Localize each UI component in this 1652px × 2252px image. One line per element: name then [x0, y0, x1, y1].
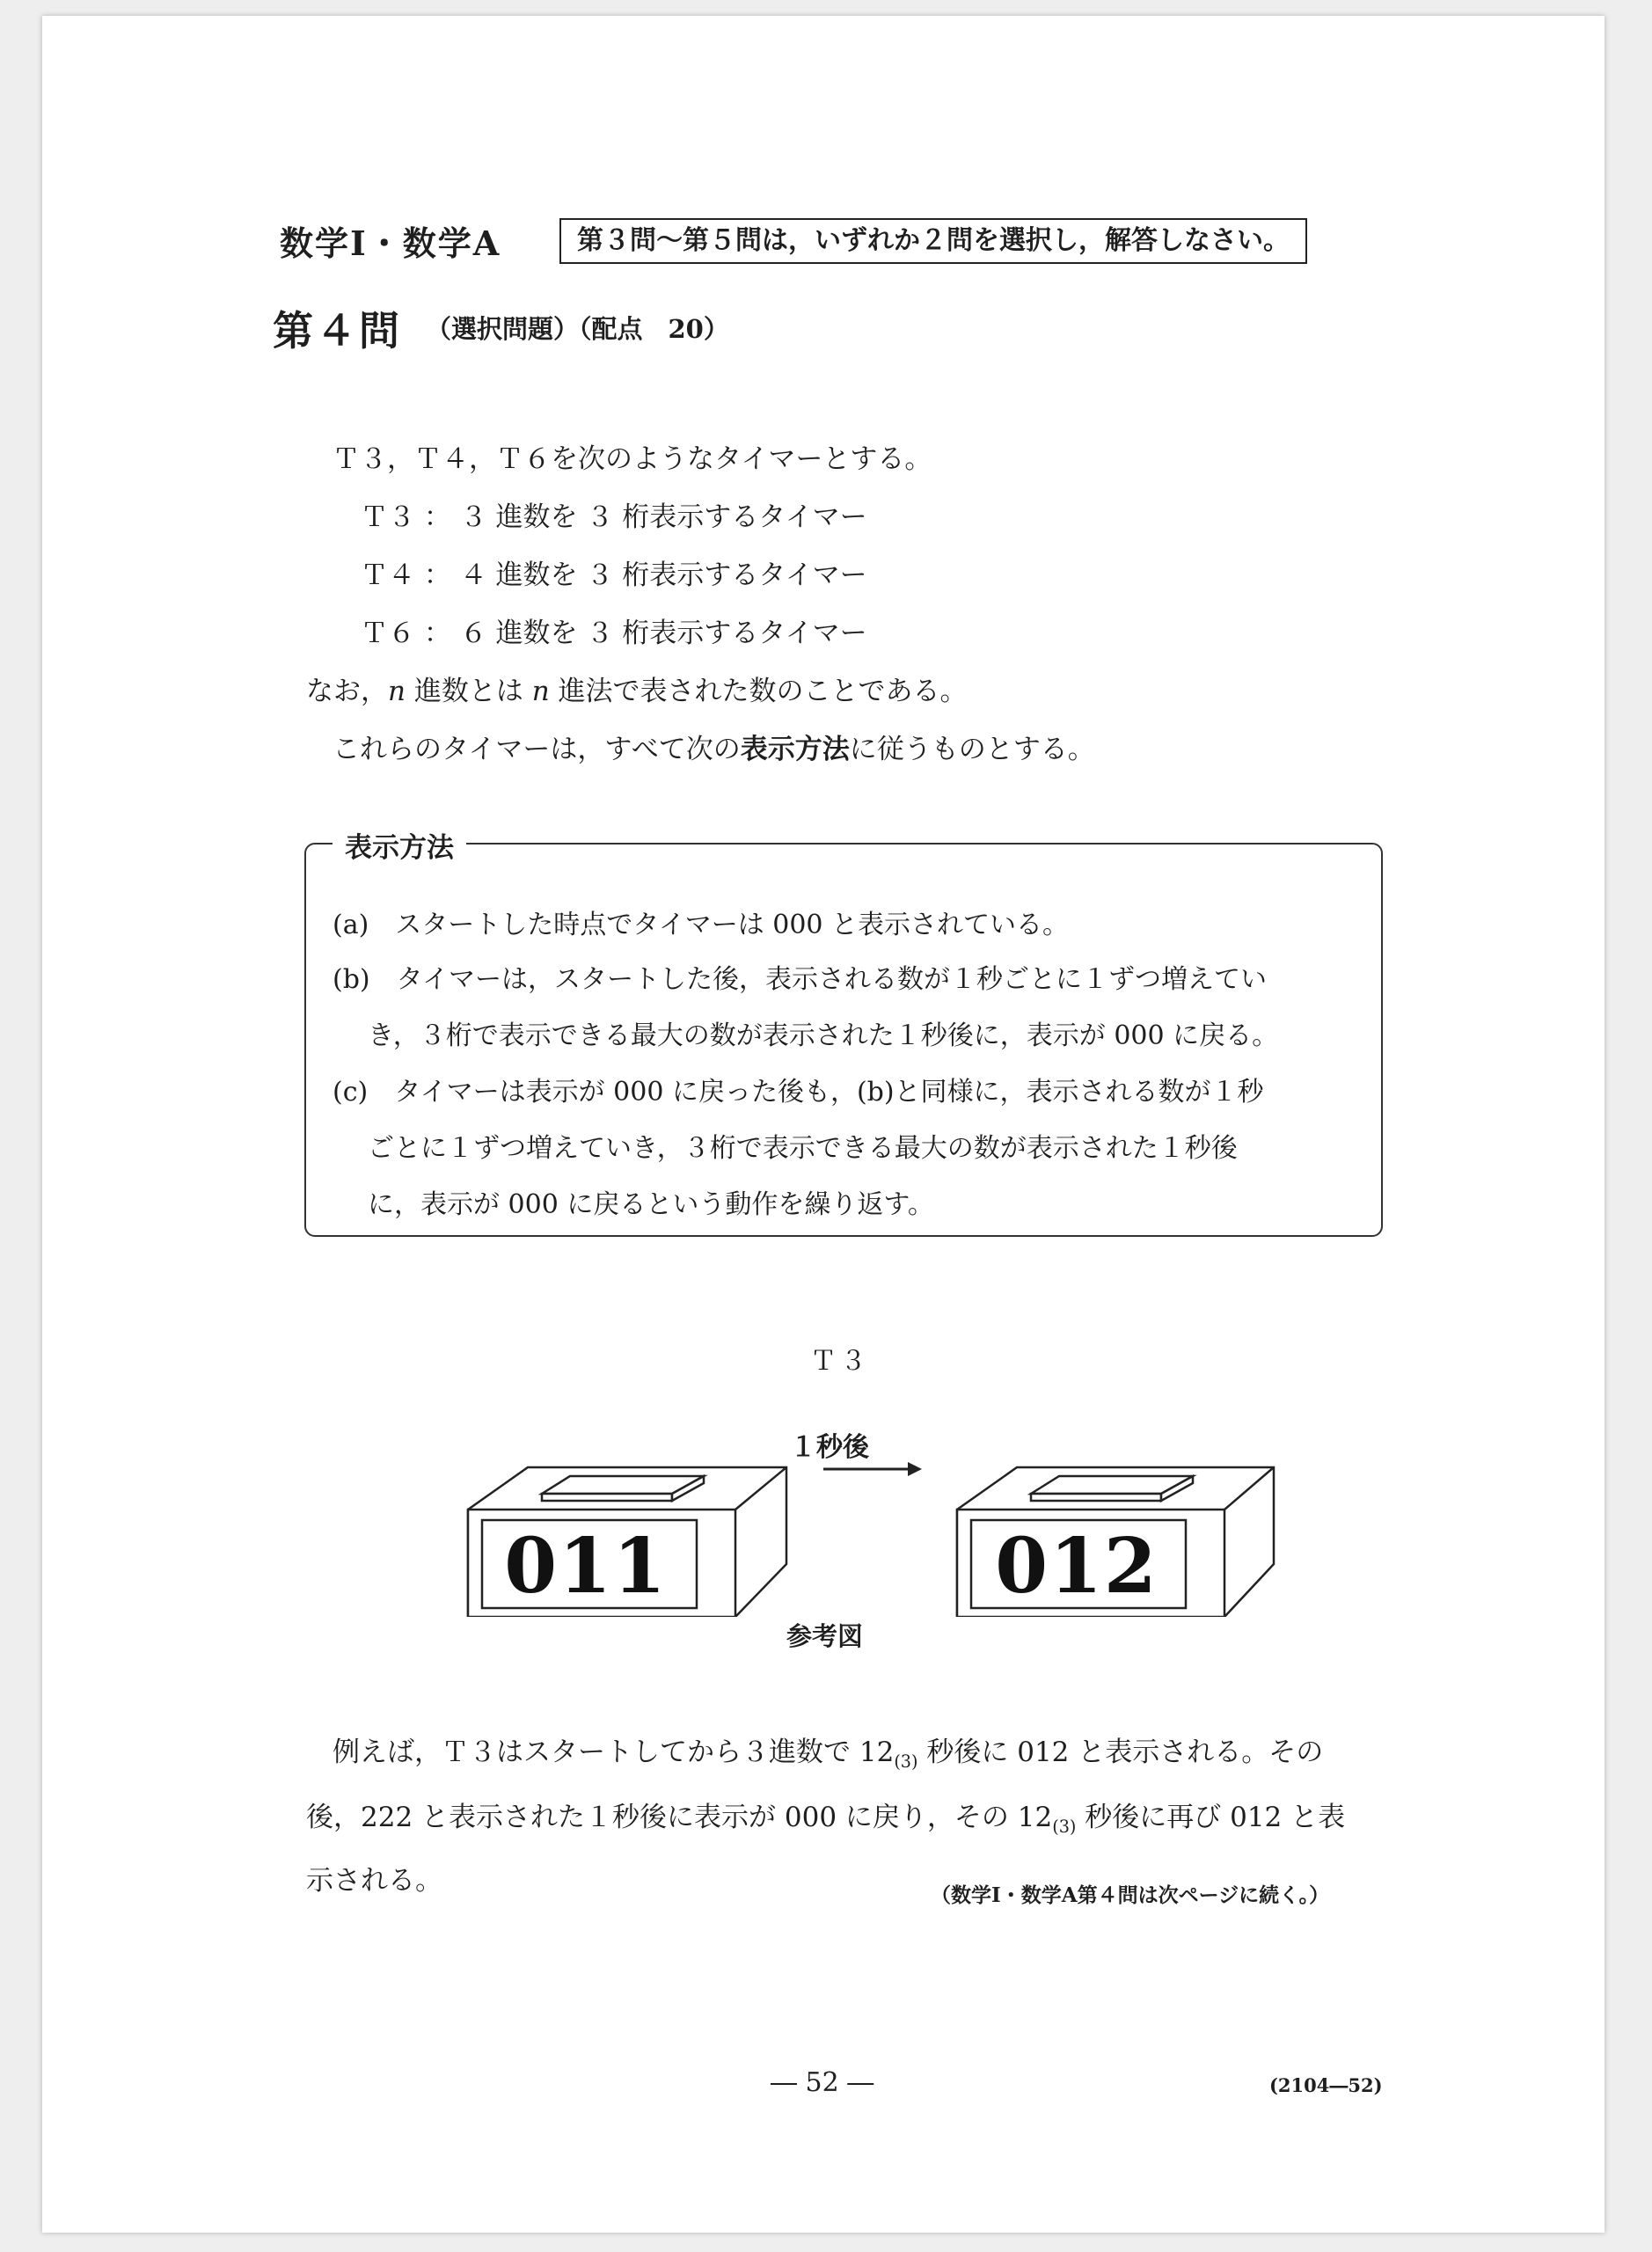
rule-c-line1: (c) タイマーは表示が 000 に戻った後も，(b)と同様に，表示される数が１秒 [333, 1077, 1264, 1108]
rule-b-line1: (b) タイマーは，スタートした後，表示される数が１秒ごとに１ずつ増えてい [333, 964, 1268, 995]
base-note: なお，n 進数とは n 進法で表された数のことである。 [306, 676, 968, 707]
subject-title: 数学Ⅰ・数学A [280, 223, 501, 263]
arrow [823, 1462, 922, 1476]
figure-timer-label: Ｔ３ [810, 1346, 870, 1377]
rule-c-line2: ごとに１ずつ増えていき，３桁で表示できる最大の数が表示された１秒後 [368, 1133, 1238, 1164]
example-line1: 例えば，Ｔ３はスタートしてから３進数で $12_{(3)}$ 秒後に 012 と表示される。その [333, 1737, 1324, 1773]
figure-caption: 参考図 [786, 1621, 864, 1651]
rule-c-line3: に，表示が 000 に戻るという動作を繰り返す。 [368, 1189, 934, 1220]
rule-a: (a) スタートした時点でタイマーは 000 と表示されている。 [333, 910, 1070, 940]
display-method-title: 表示方法 [333, 825, 466, 865]
timer-def-t3: Ｔ３ ： ３ 進数を ３ 桁表示するタイマー [361, 501, 867, 533]
timer-def-t4: Ｔ４ ： ４ 進数を ３ 桁表示するタイマー [361, 559, 867, 591]
timer-left [468, 1467, 786, 1617]
page-code: (2104―52) [1269, 2074, 1383, 2096]
rule-b-line2: き，３桁で表示できる最大の数が表示された１秒後に，表示が 000 に戻る。 [368, 1020, 1279, 1051]
exam-page [42, 16, 1604, 2233]
selection-instruction: 第３問～第５問は，いずれか２問を選択し，解答しなさい。 [559, 218, 1307, 264]
timer-right-display: 012 [995, 1522, 1159, 1611]
timer-right [957, 1467, 1274, 1617]
example-line2: 後，222 と表示された１秒後に表示が 000 に戻り，その $12_{(3)}$ 秒後に再び 012 と表 [306, 1802, 1346, 1838]
example-line3: 示される。 [306, 1865, 442, 1897]
timer-figure [42, 1388, 1604, 1617]
timer-left-display: 011 [504, 1522, 668, 1611]
question-number: 第４問 [273, 307, 402, 355]
question-meta: （選択問題）（配点 20） [426, 314, 729, 344]
figure-arrow-label: １秒後 [790, 1432, 869, 1463]
intro-line: Ｔ３，Ｔ４，Ｔ６を次のようなタイマーとする。 [333, 443, 932, 475]
continue-note: （数学Ⅰ・数学A第４問は次ページに続く。） [931, 1883, 1330, 1907]
rule-intro: これらのタイマーは，すべて次の表示方法に従うものとする。 [333, 734, 1095, 765]
timer-def-t6: Ｔ６ ： ６ 進数を ３ 桁表示するタイマー [361, 618, 867, 649]
page-number: ― 52 ― [771, 2067, 874, 2098]
